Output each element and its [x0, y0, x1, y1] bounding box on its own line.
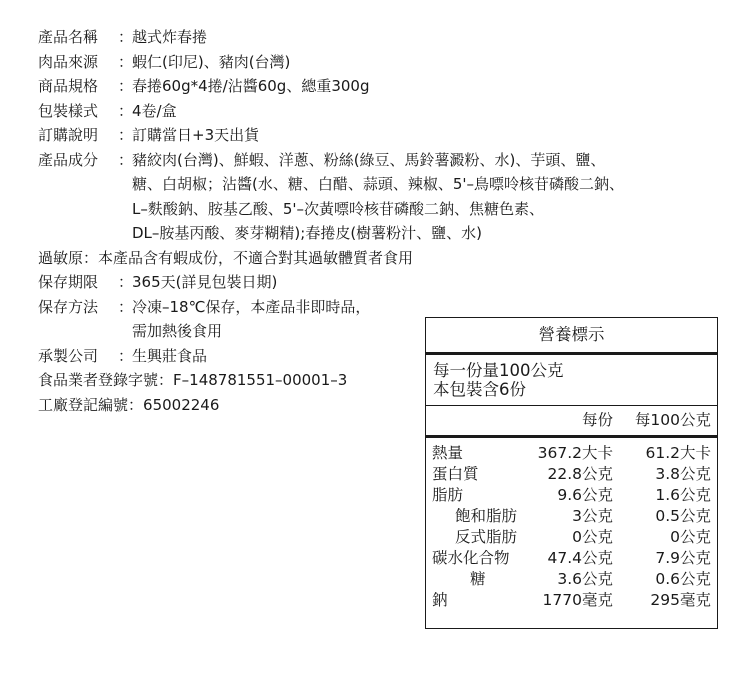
separator: ：: [118, 150, 134, 169]
nutrient-name: 反式脂肪: [455, 528, 518, 546]
nutrient-per-serving: 3公克: [572, 507, 613, 525]
ingredients-line: L–麩酸鈉、胺基乙酸、5'–次黃嘌呤核苷磷酸二鈉、焦糖色素、: [132, 199, 545, 218]
per-100g-header: 每100公克: [634, 411, 711, 429]
separator: ：: [118, 77, 134, 95]
separator: ：: [118, 28, 134, 46]
nutrient-name: 脂肪: [432, 486, 464, 504]
product-name-row: [38, 25, 738, 50]
meat-origin-label: 肉品來源: [38, 52, 99, 71]
shelf-life-value: 365天(詳見包裝日期): [132, 273, 278, 291]
nutrient-name: 鈉: [432, 591, 448, 609]
allergen-label: 過敏原: [38, 248, 84, 267]
order-value: 訂購當日+3天出貨: [132, 126, 260, 144]
nutrient-per-100g: 0.5公克: [655, 507, 711, 525]
ingredients-line: 糖、白胡椒；沾醬(水、糖、白醋、蒜頭、辣椒、5'–鳥嘌呤核苷磷酸二鈉、: [132, 175, 625, 193]
nutrition-rows: [426, 438, 717, 611]
nutrient-name: 熱量: [432, 444, 464, 462]
nutrient-row-fat: [426, 485, 717, 506]
registration-number-label: 食品業者登錄字號: [38, 371, 159, 389]
storage-line: 需加熱後食用: [132, 322, 223, 340]
nutrient-per-100g: 7.9公克: [655, 549, 711, 567]
serving-size: 每一份量100公克: [433, 361, 564, 380]
nutrient-per-serving: 3.6公克: [557, 570, 613, 588]
separator: ：: [118, 273, 134, 291]
product-name-value: 越式炸春捲: [132, 28, 208, 46]
allergen-row: [38, 246, 738, 271]
ingredients-row: [38, 148, 738, 246]
nutrient-per-100g: 3.8公克: [655, 465, 711, 483]
nutrient-row-sodium: [426, 590, 717, 611]
nutrient-per-serving: 9.6公克: [557, 486, 613, 504]
nutrient-name: 碳水化合物: [432, 549, 510, 567]
per-serving-header: 每份: [581, 411, 613, 429]
nutrient-per-100g: 61.2大卡: [645, 444, 711, 462]
maker-value: 生興莊食品: [132, 346, 208, 365]
serving-info: [426, 355, 717, 405]
nutrient-per-serving: 47.4公克: [547, 549, 613, 567]
separator: ：: [128, 395, 144, 414]
maker-label: 承製公司: [38, 346, 99, 365]
separator: ：: [118, 101, 134, 120]
spec-label: 商品規格: [38, 77, 99, 95]
allergen-value: 本產品含有蝦成份，不適合對其過敏體質者食用: [98, 248, 414, 267]
ingredients-line: 豬絞肉(台灣)、鮮蝦、洋蔥、粉絲(綠豆、馬鈴薯澱粉、水)、芋頭、鹽、: [132, 150, 606, 169]
nutrient-row-calories: [426, 443, 717, 464]
ingredients-line: DL–胺基丙酸、麥芽糊精);春捲皮(樹薯粉汁、鹽、水): [132, 224, 483, 242]
nutrient-name: 糖: [470, 570, 486, 588]
meat-origin-row: [38, 50, 738, 75]
registration-number-value: F–148781551–00001–3: [173, 371, 348, 389]
separator: ：: [118, 346, 134, 365]
ingredients-value: [132, 148, 624, 246]
meat-origin-value: 蝦仁(印尼)、豬肉(台灣): [132, 52, 291, 71]
nutrient-row-trans-fat: [426, 527, 717, 548]
package-value: 4卷/盒: [132, 101, 177, 120]
header-blank: [426, 406, 530, 435]
nutrient-per-serving: 22.8公克: [547, 465, 613, 483]
spec-row: [38, 74, 738, 99]
nutrition-facts-table: [425, 317, 718, 629]
nutrient-name: 飽和脂肪: [455, 507, 518, 525]
separator: ：: [158, 371, 174, 389]
factory-number-value: 65002246: [143, 395, 220, 414]
shelf-life-row: [38, 270, 738, 295]
order-row: [38, 123, 738, 148]
separator: ：: [118, 52, 134, 71]
nutrient-per-serving: 0公克: [572, 528, 613, 546]
order-label: 訂購說明: [38, 126, 99, 144]
separator: ：: [118, 297, 134, 316]
storage-value: [132, 295, 370, 344]
nutrient-per-100g: 1.6公克: [655, 486, 711, 504]
factory-number-label: 工廠登記編號: [38, 395, 129, 414]
nutrient-per-serving: 1770毫克: [542, 591, 613, 609]
servings-per-package: 本包裝含6份: [433, 380, 526, 399]
nutrient-row-sugar: [426, 569, 717, 590]
nutrient-row-carbohydrate: [426, 548, 717, 569]
separator: ：: [118, 126, 134, 144]
separator: ：: [83, 248, 99, 267]
storage-line: 冷凍–18℃保存，本產品非即時品，: [132, 297, 371, 316]
nutrient-row-saturated-fat: [426, 506, 717, 527]
nutrient-per-serving: 367.2大卡: [537, 444, 613, 462]
nutrient-row-protein: [426, 464, 717, 485]
nutrition-header-row: [426, 406, 717, 435]
package-row: [38, 99, 738, 124]
nutrient-per-100g: 0.6公克: [655, 570, 711, 588]
spec-value: 春捲60g*4捲/沾醬60g、總重300g: [132, 77, 370, 95]
nutrient-per-100g: 295毫克: [650, 591, 711, 609]
nutrient-per-100g: 0公克: [670, 528, 711, 546]
package-label: 包裝樣式: [38, 101, 99, 120]
ingredients-label: 產品成分: [38, 150, 99, 169]
nutrient-name: 蛋白質: [432, 465, 479, 483]
product-name-label: 產品名稱: [38, 28, 99, 46]
shelf-life-label: 保存期限: [38, 273, 99, 291]
storage-label: 保存方法: [38, 297, 99, 316]
nutrition-title: 營養標示: [538, 325, 605, 344]
